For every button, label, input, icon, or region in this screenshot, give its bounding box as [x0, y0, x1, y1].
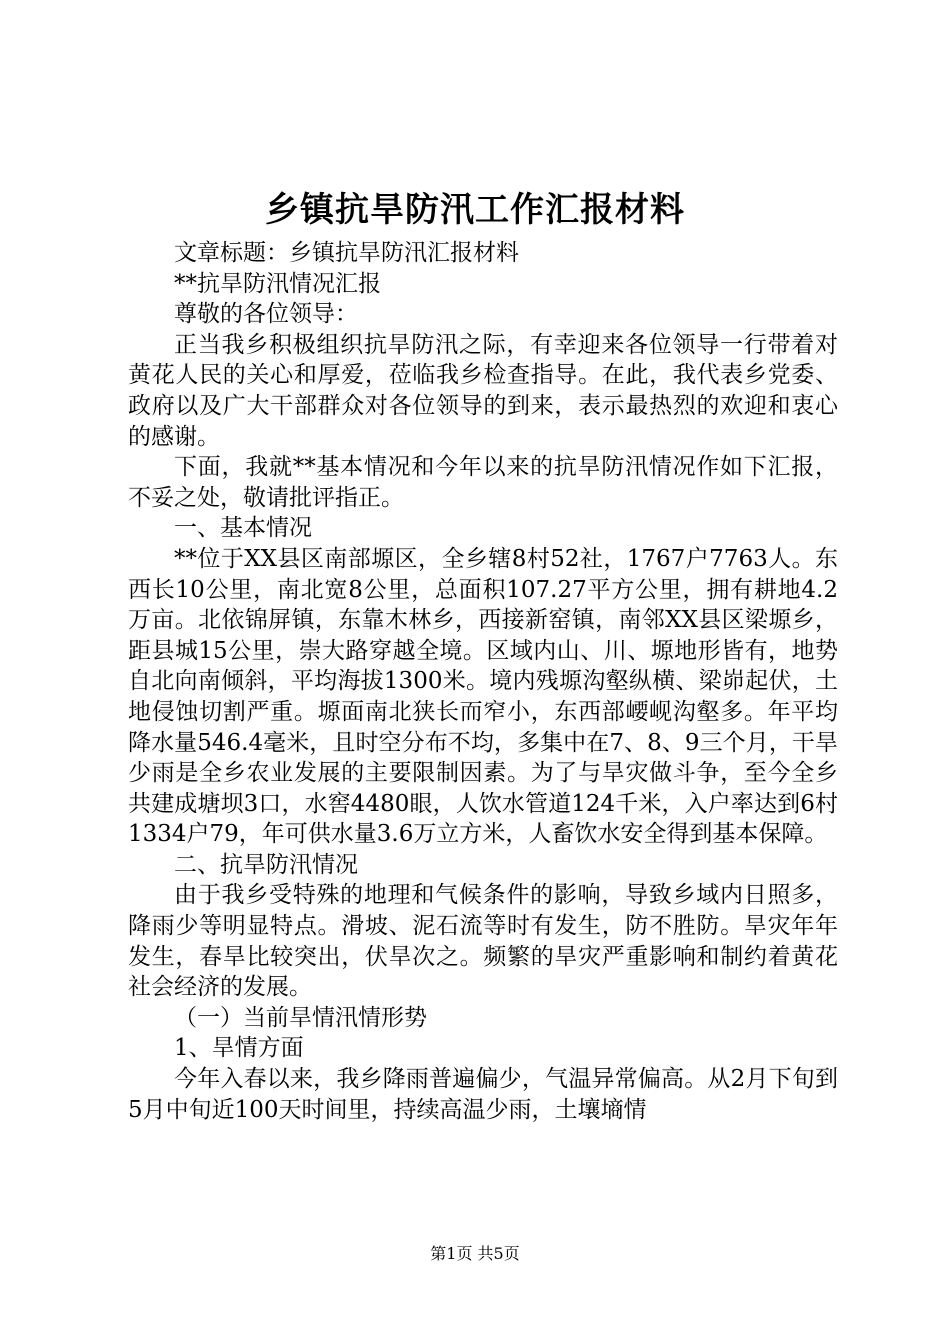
- paragraph-intro: 下面，我就**基本情况和今年以来的抗旱防汛情况作如下汇报，不妥之处，敬请批评指正。: [128, 454, 838, 511]
- paragraph-drought: 今年入春以来，我乡降雨普遍偏少，气温异常偏高。从2月下旬到5月中旬近100天时间里，持续高温少雨，土壤墒情: [128, 1066, 838, 1123]
- section-heading-basic: 一、基本情况: [174, 515, 312, 542]
- article-title-line: 文章标题：乡镇抗旱防汛汇报材料: [174, 240, 519, 266]
- section-heading-drought-flood: 二、抗旱防汛情况: [174, 851, 358, 878]
- page-footer: 第1页 共5页: [430, 1244, 520, 1263]
- subsection-heading-situation: （一）当前旱情汛情形势: [174, 1004, 427, 1031]
- paragraph-basic-info: **位于XX县区南部塬区，全乡辖8村52社，1767户7763人。东西长10公里，南北宽8公里，总面积107.27平方公里，拥有耕地4.2万亩。北依锦屏镇，东靠木林乡，西接新窑镇，南邻XX县区梁塬乡，距县城15公里，崇大路穿越全境。区域内山、川、塬地形皆有，地势自北向南倾斜，平均海拔1300米。境内残塬沟壑纵横、梁峁起伏，土地侵蚀切割严重。塬面南北狭长而窄小，东西部崾岘沟壑多。年平均降水量546.4毫米，且时空分布不均，多集中在7、8、9三个月，干旱少雨是全乡农业发展的主要限制因素。为了与旱灾做斗争，至今全乡共建成塘坝3口，水窖4480眼，人饮水管道124千米，入户率达到6村1334户79，年可供水量3.6万立方米，人畜饮水安全得到基本保障。: [128, 545, 838, 848]
- subsection-heading-drought: 1、旱情方面: [174, 1035, 304, 1062]
- paragraph-welcome: 正当我乡积极组织抗旱防汛之际，有幸迎来各位领导一行带着对黄花人民的关心和厚爱，莅临我乡检查指导。在此，我代表乡党委、政府以及广大干部群众对各位领导的到来，表示最热烈的欢迎和衷心的感谢。: [128, 331, 838, 450]
- document-title: 乡镇抗旱防汛工作汇报材料: [265, 190, 685, 230]
- document-body: [128, 238, 838, 1125]
- report-heading: **抗旱防汛情况汇报: [174, 270, 381, 297]
- salutation: 尊敬的各位领导：: [174, 301, 358, 328]
- paragraph-conditions: 由于我乡受特殊的地理和气候条件的影响，导致乡域内日照多，降雨少等明显特点。滑坡、泥石流等时有发生，防不胜防。旱灾年年发生，春旱比较突出，伏旱次之。频繁的旱灾严重影响和制约着黄花社会经济的发展。: [128, 882, 838, 1001]
